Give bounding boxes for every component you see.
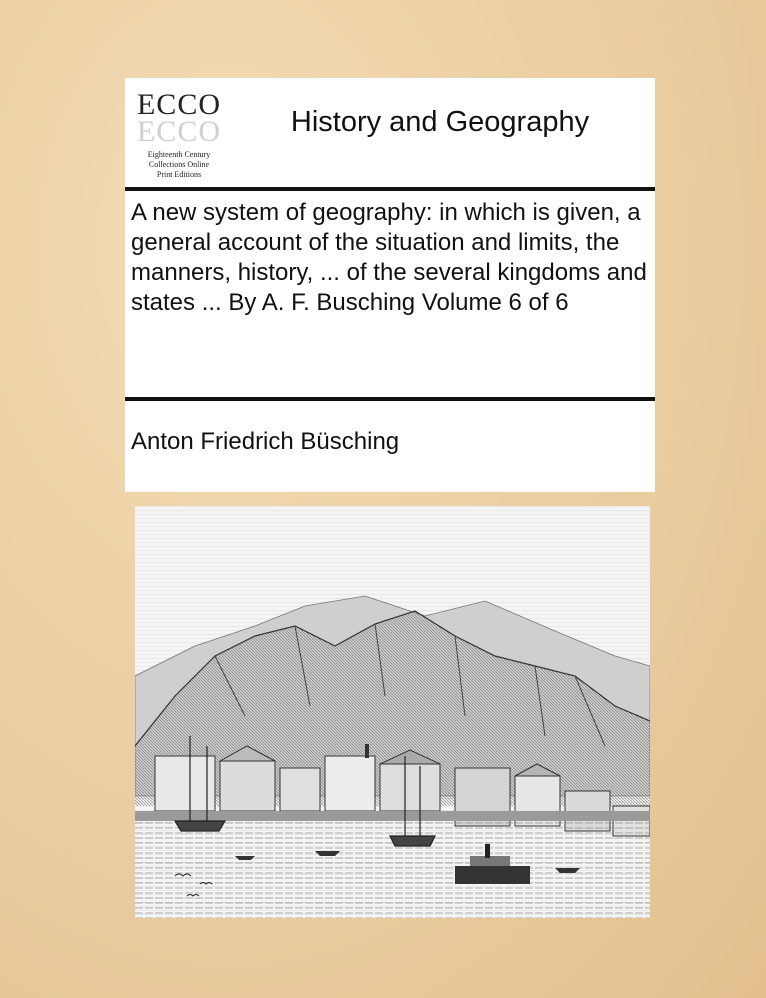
ecco-logo — [135, 88, 223, 184]
ecco-logo-subtitle-3: Print Editions — [156, 170, 202, 179]
ecco-logo-reflection: ECCO — [136, 115, 221, 148]
divider-top — [125, 187, 655, 191]
ecco-logo-subtitle-1: Eighteenth Century — [147, 150, 211, 159]
engraving-svg — [135, 506, 650, 918]
quay — [135, 811, 650, 821]
author-name: Anton Friedrich Büsching — [131, 428, 400, 455]
cover-text-panel — [125, 78, 655, 492]
ecco-logo-mark: ECCO — [136, 88, 221, 121]
ecco-logo-subtitle-2: Collections Online — [148, 160, 210, 169]
harbor-engraving-illustration — [135, 506, 650, 918]
series-title: History and Geography — [290, 106, 590, 138]
book-title: A new system of geography: in which is given, a general account of the situation and limits, the manners, history, ... of the several kingdoms and states ... By A. F. Busching Volume 6 of 6 — [131, 199, 647, 316]
divider-bottom — [125, 397, 655, 401]
